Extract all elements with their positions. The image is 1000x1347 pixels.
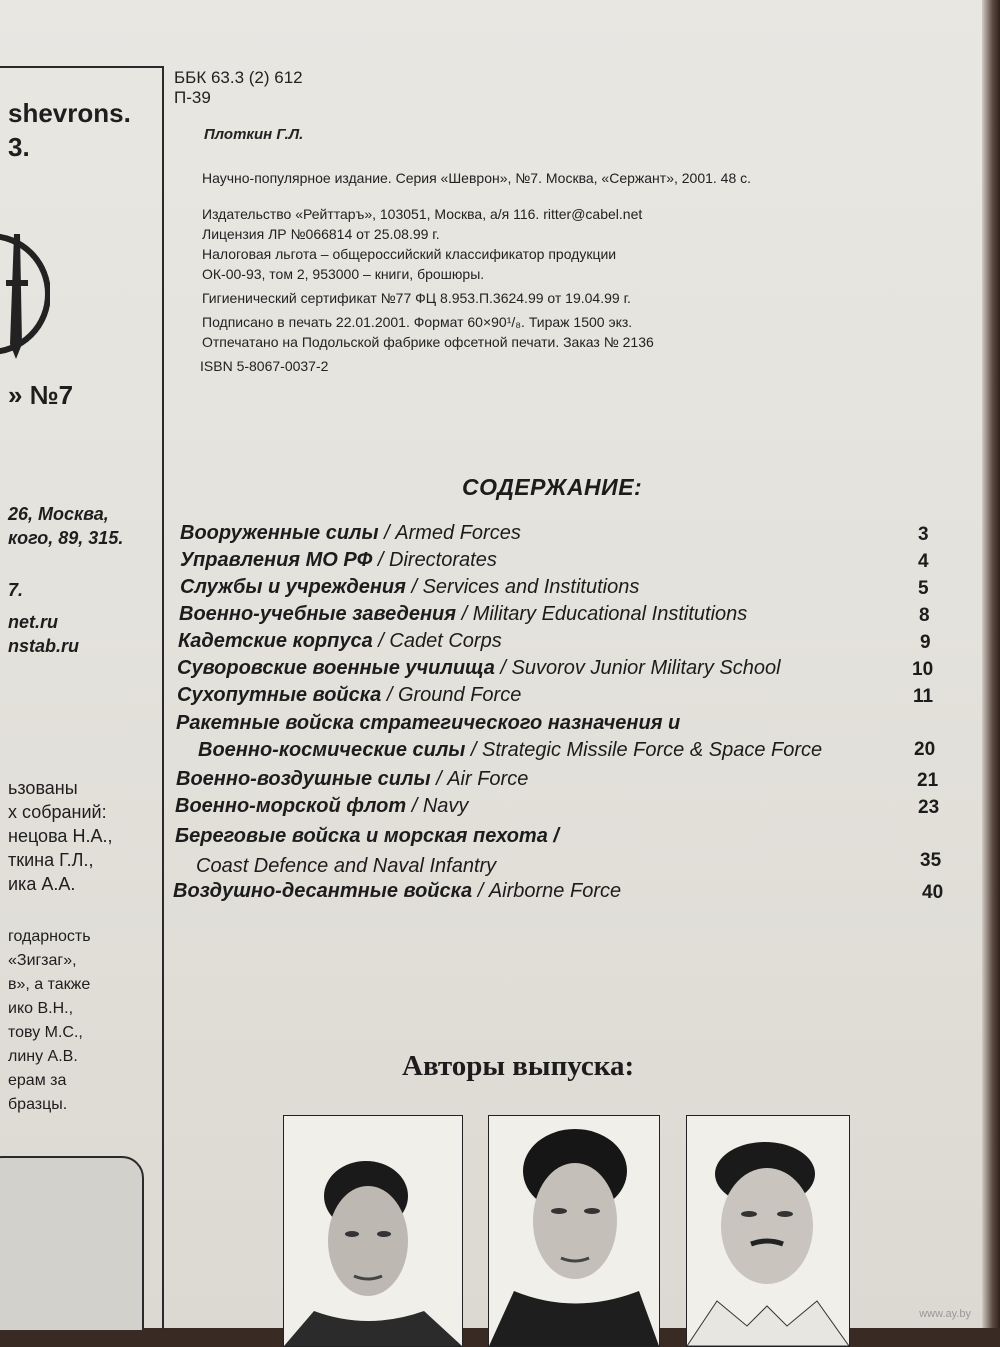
left-column-text: 26, Москва, bbox=[8, 504, 109, 524]
toc-page-number: 23 bbox=[918, 797, 940, 818]
toc-en-title: Coast Defence and Naval Infantry bbox=[196, 855, 497, 877]
left-column-text: ика А.А. bbox=[8, 874, 76, 894]
left-column-text: shevrons. bbox=[8, 98, 131, 128]
toc-en-title: Airborne Force bbox=[488, 880, 622, 902]
author-photo-2 bbox=[488, 1115, 660, 1347]
left-column-text: х собраний: bbox=[8, 802, 107, 822]
imprint-line: Лицензия ЛР №066814 от 25.08.99 г. bbox=[202, 226, 440, 242]
imprint-line: Отпечатано на Подольской фабрике офсетной печати. Заказ № 2136 bbox=[202, 334, 654, 350]
toc-ru-title: Военно-морской флот bbox=[175, 795, 407, 817]
left-column-text: тову М.С., bbox=[8, 1024, 83, 1041]
toc-page-number: 3 bbox=[918, 524, 929, 545]
toc-ru-title: Воздушно-десантные войска bbox=[173, 880, 473, 902]
toc-page-number: 11 bbox=[913, 686, 934, 707]
toc-entry-line bbox=[177, 657, 781, 680]
toc-ru-title: Военно-воздушные силы bbox=[176, 768, 431, 790]
toc-en-title: Ground Force bbox=[397, 684, 522, 706]
toc-page-number: 8 bbox=[919, 605, 930, 626]
toc-separator: / bbox=[372, 630, 390, 652]
author-name: Плоткин Г.Л. bbox=[204, 126, 304, 143]
toc-en-title: Suvorov Junior Military School bbox=[511, 657, 781, 679]
toc-entry bbox=[0, 712, 960, 761]
toc-ru-title: Военно-учебные заведения bbox=[179, 603, 457, 625]
toc-en-title: Military Educational Institutions bbox=[472, 603, 748, 625]
toc-entry bbox=[0, 576, 960, 602]
toc-page-number: 21 bbox=[917, 770, 939, 791]
toc-entry bbox=[0, 549, 960, 575]
page-edge-shadow bbox=[982, 0, 1000, 1328]
index-code: П-39 bbox=[174, 88, 211, 107]
toc-ru-title-2: Военно-космические силы bbox=[198, 739, 466, 761]
toc-entry bbox=[0, 522, 960, 548]
toc-page-number: 5 bbox=[918, 578, 929, 599]
left-column-text: нецова Н.А., bbox=[8, 826, 113, 846]
left-column-text: » №7 bbox=[8, 380, 74, 410]
watermark: www.ay.by bbox=[919, 1308, 971, 1320]
toc-en-title: Directorates bbox=[389, 549, 497, 571]
toc-ru-title: Суворовские военные училища bbox=[177, 657, 495, 679]
toc-entry-line bbox=[173, 880, 621, 903]
toc-entry-line bbox=[175, 825, 559, 848]
left-column-text: 3. bbox=[8, 132, 30, 162]
imprint-line: Подписано в печать 22.01.2001. Формат 60×90¹/₈. Тираж 1500 экз. bbox=[202, 314, 633, 330]
toc-title: СОДЕРЖАНИЕ: bbox=[462, 474, 643, 500]
toc-entry-line bbox=[176, 768, 528, 791]
left-column-text: net.ru bbox=[8, 612, 59, 632]
imprint-line: Научно-популярное издание. Серия «Шеврон», №7. Москва, «Сержант», 2001. 48 с. bbox=[202, 170, 752, 186]
toc-en-title: Navy bbox=[422, 795, 469, 817]
toc-ru-title: Вооруженные силы bbox=[180, 522, 379, 544]
left-column-text: 7. bbox=[8, 580, 24, 600]
toc-entry bbox=[0, 795, 960, 821]
toc-en-title: Strategic Missile Force & Space Force bbox=[482, 739, 823, 761]
toc-entry-line bbox=[180, 549, 497, 572]
toc-ru-title: Ракетные войска стратегического назначения и bbox=[176, 712, 681, 734]
toc-entry-line-2 bbox=[198, 739, 822, 762]
toc-entry-line bbox=[178, 630, 502, 653]
toc-ru-title: Кадетские корпуса bbox=[178, 630, 373, 652]
left-column-text: ико В.Н., bbox=[8, 1000, 74, 1017]
sidebar-note-box bbox=[0, 1156, 144, 1330]
left-column-text: кого, 89, 315. bbox=[8, 528, 124, 548]
imprint-line: ISBN 5-8067-0037-2 bbox=[200, 358, 329, 374]
toc-entry-line bbox=[180, 522, 521, 545]
toc-page-number: 20 bbox=[914, 739, 936, 760]
toc-entry bbox=[0, 880, 960, 906]
toc-page-number: 40 bbox=[922, 882, 944, 903]
toc-page-number: 4 bbox=[918, 551, 929, 572]
left-column-text: «Зигзаг», bbox=[8, 952, 77, 969]
toc-en-title: Air Force bbox=[447, 768, 529, 790]
left-column-text: в», а также bbox=[8, 976, 91, 993]
bbk-code: ББК 63.3 (2) 612 bbox=[174, 68, 303, 87]
imprint-line: Гигиенический сертификат №77 ФЦ 8.953.П.3624.99 от 19.04.99 г. bbox=[202, 290, 631, 306]
toc-separator: / bbox=[430, 768, 448, 790]
toc-entry-line bbox=[176, 712, 680, 735]
toc-en-title: Services and Institutions bbox=[422, 576, 640, 598]
emblem-icon bbox=[0, 194, 50, 394]
toc-separator: / bbox=[406, 795, 423, 817]
authors-title: Авторы выпуска: bbox=[402, 1050, 635, 1082]
toc-entry-line-2 bbox=[196, 855, 496, 878]
toc-ru-title: Службы и учреждения bbox=[180, 576, 406, 598]
toc-page-number: 9 bbox=[920, 632, 931, 653]
toc-entry bbox=[0, 630, 960, 656]
toc-entry bbox=[0, 684, 960, 710]
left-column-text: nstab.ru bbox=[8, 636, 80, 656]
toc-separator: / bbox=[494, 657, 512, 679]
left-column-text: ьзованы bbox=[8, 778, 78, 798]
imprint-line: Налоговая льгота – общероссийский классификатор продукции bbox=[202, 246, 617, 262]
toc-page-number: 35 bbox=[920, 850, 942, 871]
imprint-line: ОК-00-93, том 2, 953000 – книги, брошюры. bbox=[202, 266, 485, 282]
toc-ru-title: Управления МО РФ bbox=[180, 549, 373, 571]
toc-entry-line bbox=[179, 603, 747, 626]
author-photo-1 bbox=[283, 1115, 463, 1347]
toc-entry-line bbox=[180, 576, 639, 599]
toc-ru-title: Береговые войска и морская пехота / bbox=[175, 825, 559, 847]
toc-en-title: Armed Forces bbox=[395, 522, 521, 544]
toc-page-number: 10 bbox=[912, 659, 934, 680]
imprint-line: Издательство «Рейттаръ», 103051, Москва, а/я 116. ritter@cabel.net bbox=[202, 206, 643, 222]
toc-entry-line bbox=[175, 795, 468, 818]
toc-entry bbox=[0, 603, 960, 629]
left-column-text: лину А.В. bbox=[8, 1048, 78, 1065]
toc-ru-title: Сухопутные войска bbox=[177, 684, 382, 706]
author-photo-3 bbox=[686, 1115, 850, 1347]
left-column-text: ерам за bbox=[8, 1072, 67, 1089]
left-column-text: бразцы. bbox=[8, 1096, 68, 1113]
toc-en-title: Cadet Corps bbox=[389, 630, 502, 652]
toc-separator: / bbox=[381, 684, 398, 706]
toc-separator: / bbox=[405, 576, 423, 598]
left-column-text: ткина Г.Л., bbox=[8, 850, 94, 870]
toc-separator: / bbox=[465, 739, 483, 761]
toc-entry bbox=[0, 657, 960, 683]
toc-separator: / bbox=[378, 522, 396, 544]
toc-entry bbox=[0, 768, 960, 794]
toc-entry-line bbox=[177, 684, 521, 707]
toc-separator: / bbox=[372, 549, 390, 571]
toc-separator: / bbox=[456, 603, 473, 625]
left-column-text: годарность bbox=[8, 928, 91, 945]
toc-separator: / bbox=[472, 880, 489, 902]
